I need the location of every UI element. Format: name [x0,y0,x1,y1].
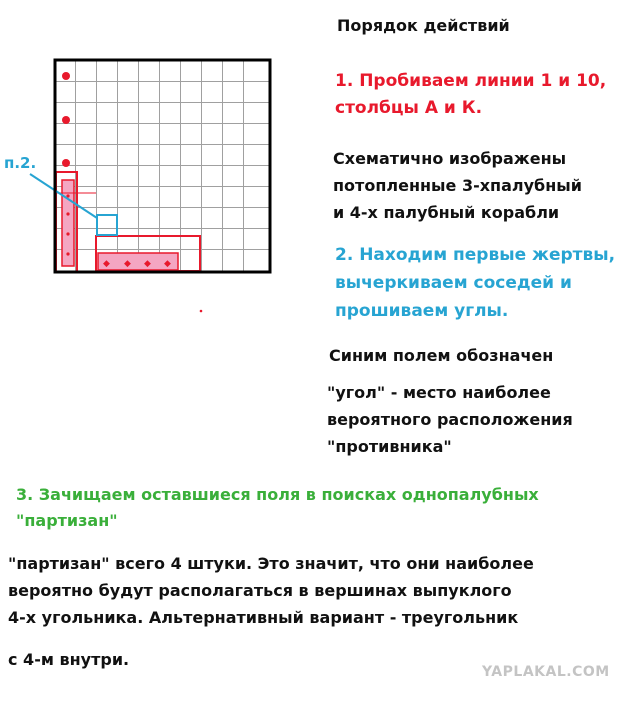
hit-marker [62,116,70,124]
svg-text:◆: ◆ [124,259,131,269]
grid-lines [55,60,270,272]
partisans-line1: "партизан" всего 4 штуки. Это значит, что они наиболее [8,554,534,573]
stray-dot [200,310,203,313]
blue-field-line4: "противника" [327,437,452,456]
hit-marker [62,72,70,80]
partisans-line2: вероятно будут располагаться в вершинах выпуклого [8,581,512,600]
partisans-line3: 4-х угольника. Альтернативный вариант - треугольник [8,608,519,627]
heading: Порядок действий [337,16,510,35]
partisans-line4: с 4-м внутри. [8,650,130,669]
step2-line2: вычеркиваем соседей и [335,273,572,293]
game-board [0,0,300,330]
board-label: п.2. [4,154,37,172]
step1-line2: столбцы А и К. [335,98,483,118]
svg-text:◆: ◆ [103,259,110,269]
step1-line1: 1. Пробиваем линии 1 и 10, [335,71,607,91]
schematic-line3: и 4-х палубный корабли [333,203,560,222]
step3-line1: 3. Зачищаем оставшиеся поля в поисках однопалубных [16,485,539,504]
svg-text:◆: ◆ [164,259,171,269]
blue-field-line3: вероятного расположения [327,410,573,429]
step3-line2: "партизан" [16,511,118,530]
hit-marker [62,159,70,167]
svg-text:◆: ◆ [144,259,151,269]
step2-line3: прошиваем углы. [335,301,509,321]
step2-line1: 2. Находим первые жертвы, [335,245,616,265]
blue-field-line2: "угол" - место наиболее [327,383,551,402]
schematic-line2: потопленные 3-хпалубный [333,176,582,195]
corner-highlight [97,215,117,235]
watermark: YAPLAKAL.COM [482,664,610,680]
three-deck-ship [96,236,200,271]
blue-field-line1: Синим полем обозначен [329,346,554,365]
schematic-line1: Схематично изображены [333,149,567,168]
